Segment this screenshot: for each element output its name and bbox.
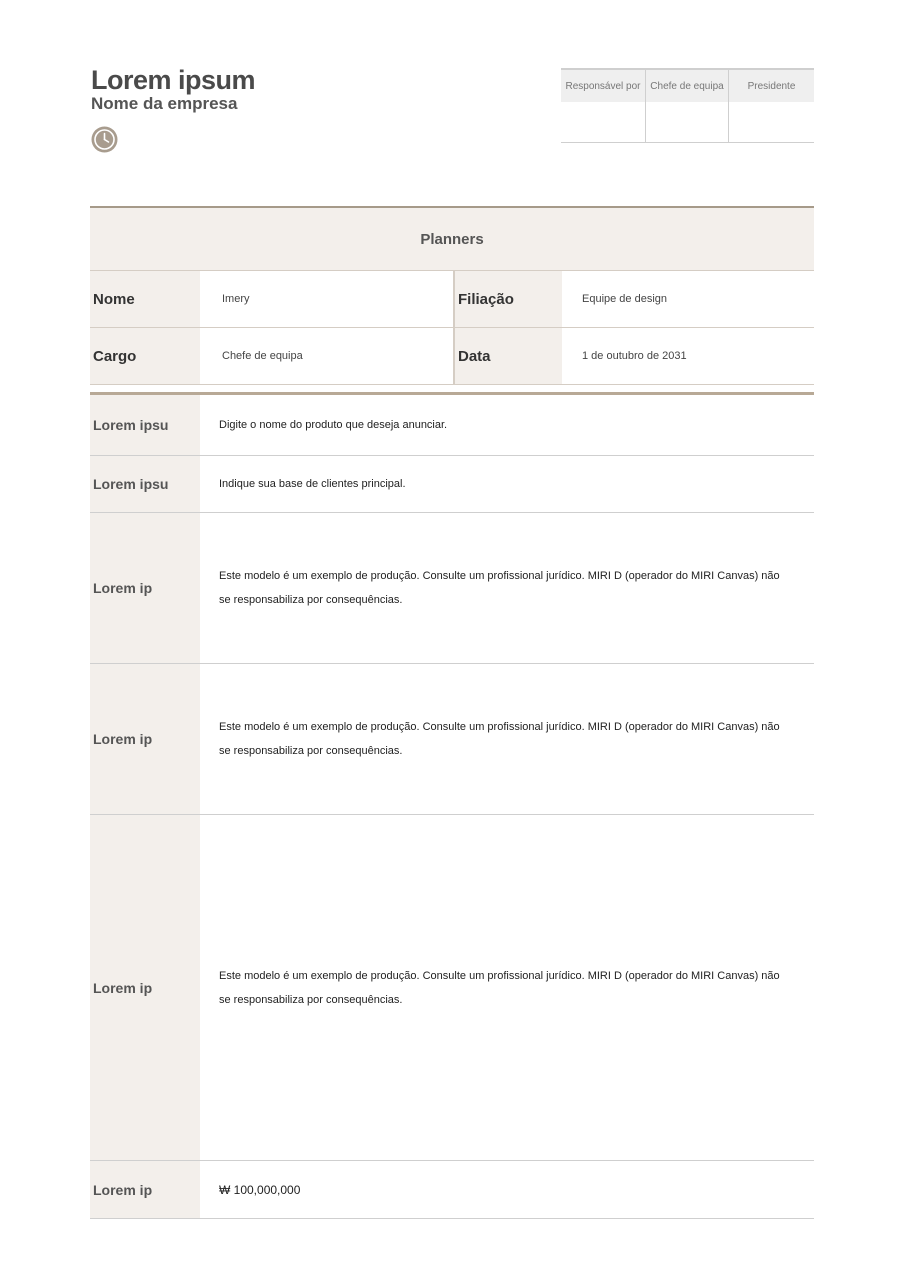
name-value[interactable]: Imery xyxy=(222,293,250,305)
planner-info-table xyxy=(90,206,814,385)
detail-label: Lorem ip xyxy=(90,1161,200,1218)
detail-value[interactable]: Digite o nome do produto que deseja anunciar. xyxy=(219,419,448,431)
detail-label: Lorem ip xyxy=(90,815,200,1160)
detail-value[interactable]: Indique sua base de clientes principal. xyxy=(219,478,406,490)
budget-value[interactable]: ₩ 100,000,000 xyxy=(219,1182,301,1197)
date-label: Data xyxy=(453,328,562,384)
affiliation-value[interactable]: Equipe de design xyxy=(582,293,668,305)
role-value[interactable]: Chefe de equipa xyxy=(222,350,303,362)
planners-banner: Planners xyxy=(90,208,814,271)
date-value[interactable]: 1 de outubro de 2031 xyxy=(582,350,687,362)
name-label: Nome xyxy=(90,271,200,327)
approval-header-president: Presidente xyxy=(728,70,814,102)
company-name: Nome da empresa xyxy=(91,94,238,113)
details-table xyxy=(90,392,814,1219)
detail-row xyxy=(90,513,814,664)
detail-value[interactable]: Este modelo é um exemplo de produção. Consulte um profissional jurídico. MIRI D (operador do MIRI Canvas) não se responsabiliza por consequências. xyxy=(219,570,780,606)
approval-header-team-lead: Chefe de equipa xyxy=(645,70,728,102)
approval-header-responsible: Responsável por xyxy=(561,70,645,102)
detail-row xyxy=(90,664,814,815)
clock-icon xyxy=(91,126,118,153)
approval-sign-responsible[interactable] xyxy=(561,102,645,142)
approval-table xyxy=(561,68,814,143)
detail-label: Lorem ip xyxy=(90,513,200,663)
info-row xyxy=(90,271,814,328)
detail-row xyxy=(90,815,814,1161)
approval-sign-team-lead[interactable] xyxy=(645,102,728,142)
approval-sign-president[interactable] xyxy=(728,102,814,142)
detail-value[interactable]: Este modelo é um exemplo de produção. Consulte um profissional jurídico. MIRI D (operador do MIRI Canvas) não se responsabiliza por consequências. xyxy=(219,969,780,1006)
detail-value[interactable]: Este modelo é um exemplo de produção. Consulte um profissional jurídico. MIRI D (operador do MIRI Canvas) não se responsabiliza por consequências. xyxy=(219,721,780,757)
info-row xyxy=(90,328,814,385)
detail-row xyxy=(90,395,814,456)
role-label: Cargo xyxy=(90,328,200,384)
detail-label: Lorem ipsu xyxy=(90,456,200,512)
detail-label: Lorem ip xyxy=(90,664,200,814)
document-title: Lorem ipsum xyxy=(91,65,256,95)
detail-label: Lorem ipsu xyxy=(90,395,200,455)
detail-row xyxy=(90,1161,814,1219)
detail-row xyxy=(90,456,814,513)
affiliation-label: Filiação xyxy=(453,271,562,327)
